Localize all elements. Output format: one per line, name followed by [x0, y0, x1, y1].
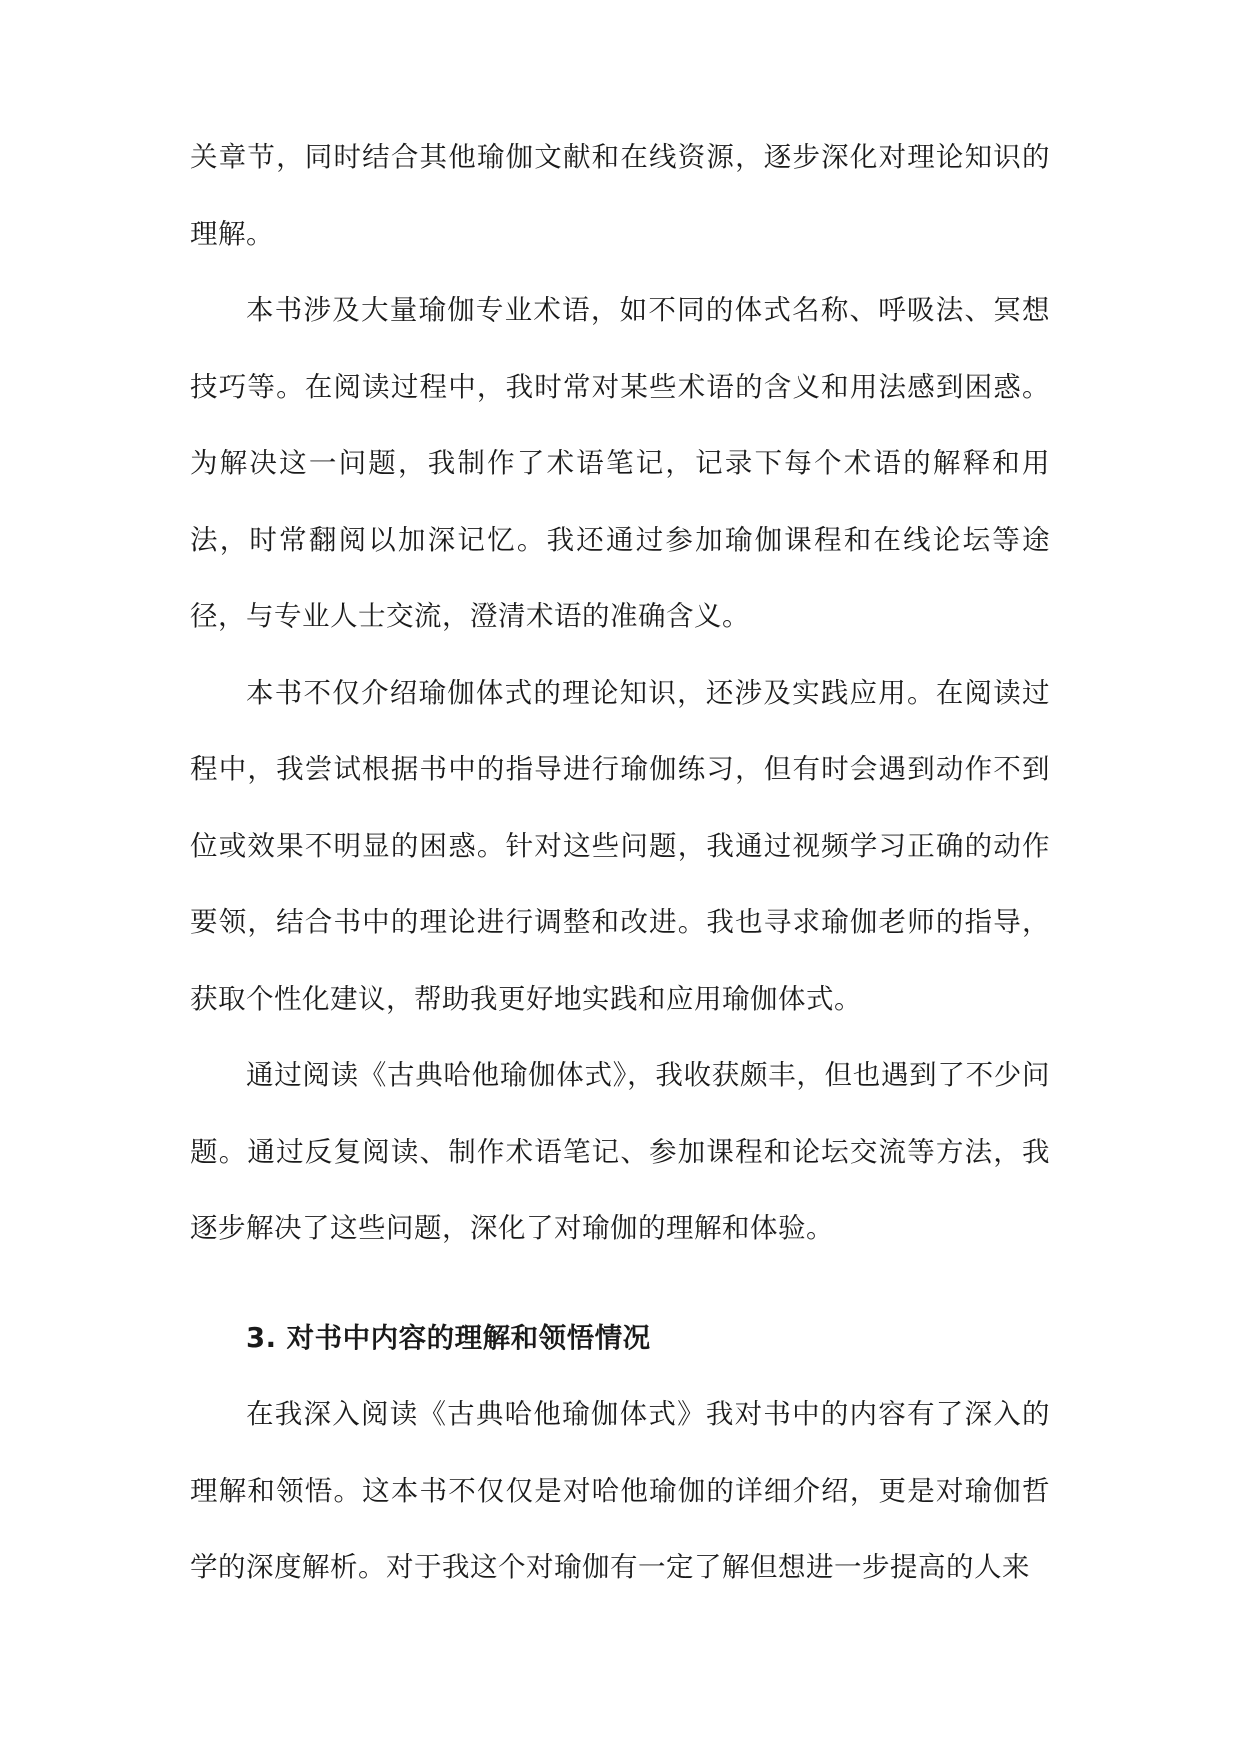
body-text-top [190, 119, 1050, 1267]
body-text-bottom [190, 1376, 1050, 1606]
paragraph-summary: 通过阅读《古典哈他瑜伽体式》，我收获颇丰，但也遇到了不少问题。通过反复阅读、制作术语笔记、参加课程和论坛交流等方法，我逐步解决了这些问题，深化了对瑜伽的理解和体验。 [190, 1059, 1050, 1244]
paragraph-understanding: 在我深入阅读《古典哈他瑜伽体式》我对书中的内容有了深入的理解和领悟。这本书不仅仅是对哈他瑜伽的详细介绍，更是对瑜伽哲学的深度解析。对于我这个对瑜伽有一定了解但想进一步提高的人来 [190, 1398, 1050, 1583]
paragraph-continued: 关章节，同时结合其他瑜伽文献和在线资源，逐步深化对理论知识的理解。 [190, 141, 1050, 250]
paragraph-terminology: 本书涉及大量瑜伽专业术语，如不同的体式名称、呼吸法、冥想技巧等。在阅读过程中，我时常对某些术语的含义和用法感到困惑。为解决这一问题，我制作了术语笔记，记录下每个术语的解释和用法，时常翻阅以加深记忆。我还通过参加瑜伽课程和在线论坛等途径，与专业人士交流，澄清术语的准确含义。 [190, 294, 1050, 632]
paragraph-practice: 本书不仅介绍瑜伽体式的理论知识，还涉及实践应用。在阅读过程中，我尝试根据书中的指导进行瑜伽练习，但有时会遇到动作不到位或效果不明显的困惑。针对这些问题，我通过视频学习正确的动作要领，结合书中的理论进行调整和改进。我也寻求瑜伽老师的指导，获取个性化建议，帮助我更好地实践和应用瑜伽体式。 [190, 676, 1050, 1015]
section-heading: 3. 对书中内容的理解和领悟情况 [246, 1322, 651, 1354]
